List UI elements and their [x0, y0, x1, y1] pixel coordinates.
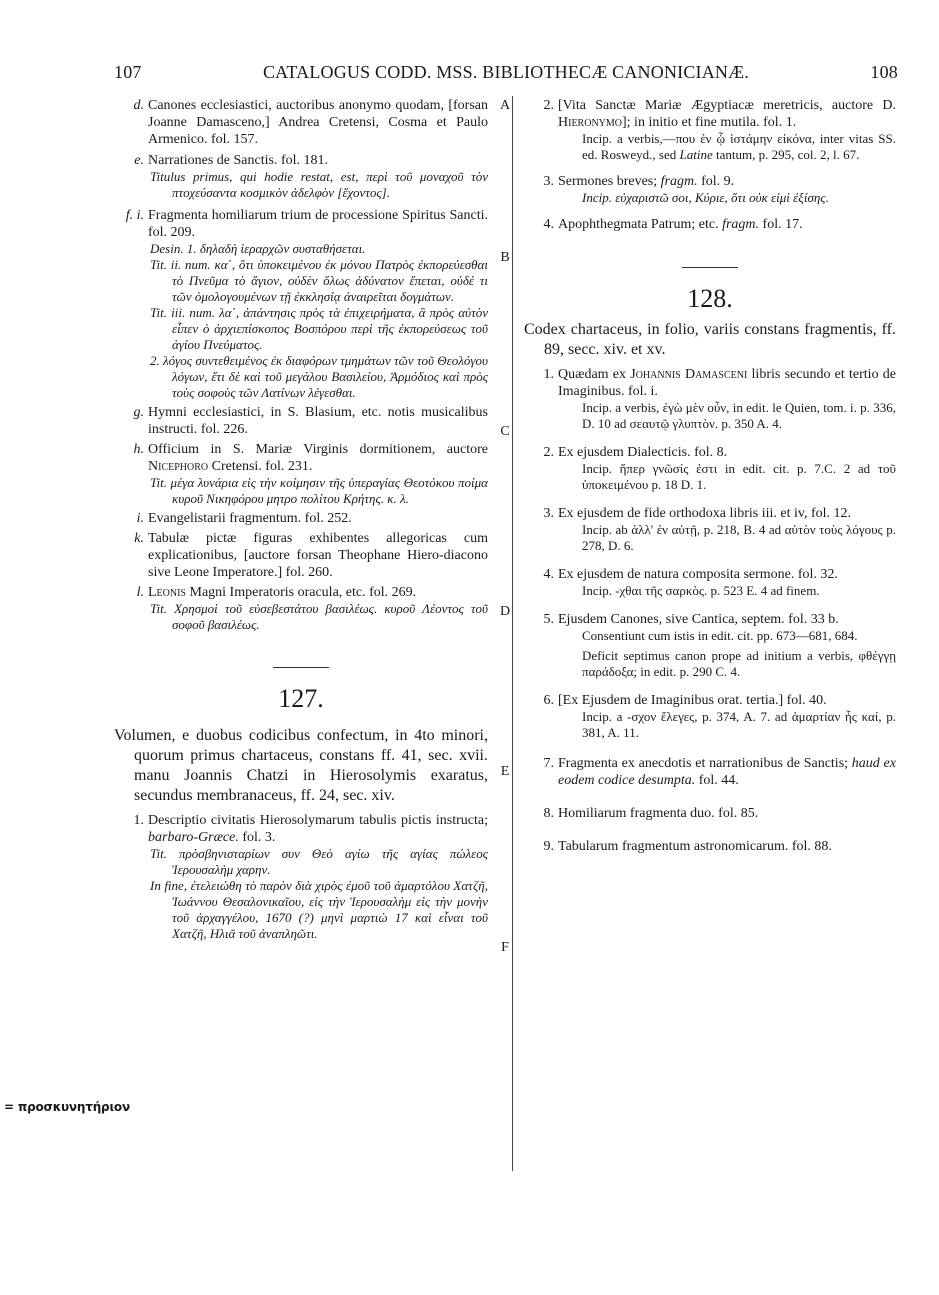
margin-letter-a: A: [499, 98, 511, 113]
list-item: 2. [Vita Sanctæ Mariæ Ægyptiacæ meretricis, auctore D. Hieronymo]; in initio et fine mutila. fol. 1.: [543, 98, 896, 130]
list-item: 3. Sermones breves; fragm. fol. 9.: [543, 174, 735, 189]
left-column: [114, 97, 488, 942]
list-item: k. Tabulæ pictæ figuras exhibentes allegoricas cum explicationibus, [auctore forsan Theophane Hiero-diacono sive Leone Imperatore.] fol. 260.: [134, 531, 488, 580]
running-header: [114, 62, 898, 86]
list-item: h. Officium in S. Mariæ Virginis dormitionem, auctore Nicephoro Cretensi. fol. 231.: [133, 442, 488, 474]
list-item: g. Hymni ecclesiastici, in S. Blasium, etc. notis musicalibus instructi. fol. 226.: [133, 405, 488, 437]
list-item: 6. [Ex Ejusdem de Imaginibus orat. tertia.] fol. 40.: [543, 693, 827, 708]
section-rule: [273, 667, 329, 668]
margin-letter-d: D: [499, 604, 511, 619]
list-item: 1. Quædam ex Johannis Damasceni libris secundo et tertio de Imaginibus. fol. i.: [543, 367, 897, 399]
list-item-note: Deficit septimus canon prope ad initium a verbis, φθέγγῃ παράδοξα; in edit. p. 290 C. 4.: [582, 648, 896, 679]
list-item-note: Titulus primus, qui hodie restat, est, περὶ τοῦ μοναχοῦ τὸν πτοχεύσαντα κοσμικὸν ἀδελφὸν [ἔχοντος].: [150, 169, 488, 200]
list-item-note: In fine, ἐτελειώθη τὸ παρὸν διὰ χιρὸς ἐμοῦ τοῦ ἁμαρτόλου Χατζῆ, Ἰωάννου Θεσαλονικαῖου, εἰς τὴν Ἱερουσαλὴμ εἰς τὴν μονὴν τοῦ ἀρχαγγέλου, 1670 (?) μηνὶ μαρτιὼ 17 καὶ εἶναι τοῦ Χατζῆ, Ηλιᾶ τοῦ ἀναπληῶτι.: [150, 878, 488, 941]
list-item-note: Incip. ab ἀλλ' ἐν αὐτῇ, p. 218, B. 4 ad αὐτὸν τοὺς λόγους p. 278, D. 6.: [582, 522, 896, 553]
list-item: d. Canones ecclesiastici, auctoribus anonymo quodam, [forsan Joanne Damasceno,] Andrea Cretensi, Cosma et Paulo Armenico. fol. 157.: [133, 98, 488, 147]
list-item-note: Incip. a verbis, ἐγὼ μὲν οὖν, in edit. le Quien, tom. i. p. 336, D. 10 ad σεαυτῷ γλυπτὸν. p. 350 A. 4.: [582, 400, 896, 431]
list-item-note: Incip. εὐχαριστῶ σοι, Κύριε, ὅτι οὐκ εἰμὶ ἐξίσης.: [582, 190, 829, 205]
list-item: 9. Tabularum fragmentum astronomicarum. fol. 88.: [543, 839, 832, 854]
list-item: 2. Ex ejusdem Dialecticis. fol. 8.: [543, 445, 728, 460]
list-item: l. Leonis Magni Imperatoris oracula, etc. fol. 269.: [136, 585, 417, 600]
list-item-note: Tit. πρὸσβηνισταρίων συν Θεὸ αγίω τῆς αγίας πώλεος Ἱερουσαλὴμ χαρην.: [150, 846, 488, 877]
margin-letter-b: B: [500, 250, 510, 265]
list-item: e. Narrationes de Sanctis. fol. 181.: [134, 153, 329, 168]
list-item-note: Incip. -χθαι τῆς σαρκὸς. p. 523 E. 4 ad finem.: [582, 583, 820, 598]
list-item: 5. Ejusdem Canones, sive Cantica, septem. fol. 33 b.: [543, 612, 839, 627]
section-number-128: 128.: [687, 284, 733, 313]
list-item: 3. Ex ejusdem de fide orthodoxa libris iii. et iv, fol. 12.: [543, 506, 852, 521]
list-item-note: Incip. a verbis,—που ἐν ᾧ ἱστάμην εἰκόνα, inter vitas SS. ed. Rosweyd., sed Latine tantum, p. 295, col. 2, l. 67.: [582, 131, 896, 162]
list-item-note: Consentiunt cum istis in edit. cit. pp. 673—681, 684.: [582, 628, 858, 643]
list-item-note: Incip. ἥπερ γνῶσίς ἐστι in edit. cit. p. 7.C. 2 ad τοῦ ὑποκειμένου p. 18 D. 1.: [582, 461, 896, 492]
list-item-note: 2. λόγος συντεθειμένος ἐκ διαφόρων τμημάτων τῶν τοῦ Θεολόγου λόγων, ἔτι δὲ καὶ τοῦ μεγάλου Βασιλείου, Ἁρμόδιος καὶ πρὸς τοὺς σοφοὺς τῶν Λατίνων λέγεσθαι.: [150, 353, 489, 400]
margin-letter-c: C: [500, 424, 510, 439]
right-column: [524, 97, 896, 855]
codex-description: Codex chartaceus, in folio, variis constans fragmentis, ff. 89, secc. xiv. et xv.: [524, 321, 896, 358]
list-item-note: Tit. ii. num. κα΄, ὅτι ὑποκειμένου ἐκ μόνου Πατρὸς ἐκπορεύεσθαι τὸ Πνεῦμα τὸ ἅγιον, οὐδὲν ὅλως ἀδύνατον ἕπεται, οὐδέ τι τῶν ὁμολογουμένων τῇ ἐκκλησίᾳ ἀναιρεῖται δογμάτων.: [150, 257, 488, 304]
list-item: f. i. Fragmenta homiliarum trium de processione Spiritus Sancti. fol. 209.: [125, 208, 488, 240]
margin-letter-e: E: [500, 764, 510, 779]
handwritten-annotation: = προσκυνητήριον: [4, 1100, 130, 1114]
page-number-right: 108: [870, 62, 898, 82]
list-item-note: Incip. a -σχον ἔλεγες, p. 374, A. 7. ad ἁμαρτίαν ἧς καί, p. 381, A. 11.: [582, 709, 896, 740]
section-number-127: 127.: [278, 684, 324, 713]
list-item: i. Evangelistarii fragmentum. fol. 252.: [136, 511, 352, 526]
list-item: 1. Descriptio civitatis Hierosolymarum tabulis pictis instructa; barbaro-Græce. fol. 3.: [133, 813, 488, 845]
list-item: 8. Homiliarum fragmenta duo. fol. 85.: [543, 806, 759, 821]
page-title: CATALOGUS CODD. MSS. BIBLIOTHECÆ CANONICIANÆ.: [262, 62, 750, 82]
section-rule: [682, 267, 738, 268]
list-item: 4. Ex ejusdem de natura composita sermone. fol. 32.: [543, 567, 838, 582]
list-item: 7. Fragmenta ex anecdotis et narrationibus de Sanctis; haud ex eodem codice desumpta. fol. 44.: [543, 756, 896, 788]
margin-letter-f: F: [501, 940, 509, 955]
list-item-note: Tit. μέγα λυνάρια εἰς τὴν κοίμησιν τῆς ὑπεραγίας Θεοτόκου ποίμα κυροῦ Νικηφόρου μητρο πολίτου Κρήτης. κ. λ.: [150, 475, 488, 506]
page-number-left: 107: [114, 62, 142, 82]
list-item-note: Tit. Χρησμοὶ τοῦ εὐσεβεστάτου βασιλέως. κυροῦ Λέοντος τοῦ σοφοῦ βασιλέως.: [150, 601, 488, 632]
list-item: 4. Apophthegmata Patrum; etc. fragm. fol. 17.: [543, 217, 803, 232]
list-item-note: Tit. iii. num. λα΄, ἀπάντησις πρὸς τὰ ἐπιχειρήματα, ἃ πρὸς αὐτὸν εἶπεν ὁ ἀρχιεπίσκοπος Βοσπόρου περὶ τῆς ἐκπορεύσεως τοῦ ἁγίου Πνεύματος.: [150, 305, 488, 352]
list-item-note: Desin. 1. δηλαδὴ ἱεραρχῶν συσταθήσεται.: [150, 241, 366, 256]
codex-description: Volumen, e duobus codicibus confectum, in 4to minori, quorum primus chartaceus, constans ff. 41, sec. xvii. manu Joannis Chatzi in Hierosolymis exaratus, secundus membranaceus, ff. 24, sec. xiv.: [114, 727, 488, 804]
